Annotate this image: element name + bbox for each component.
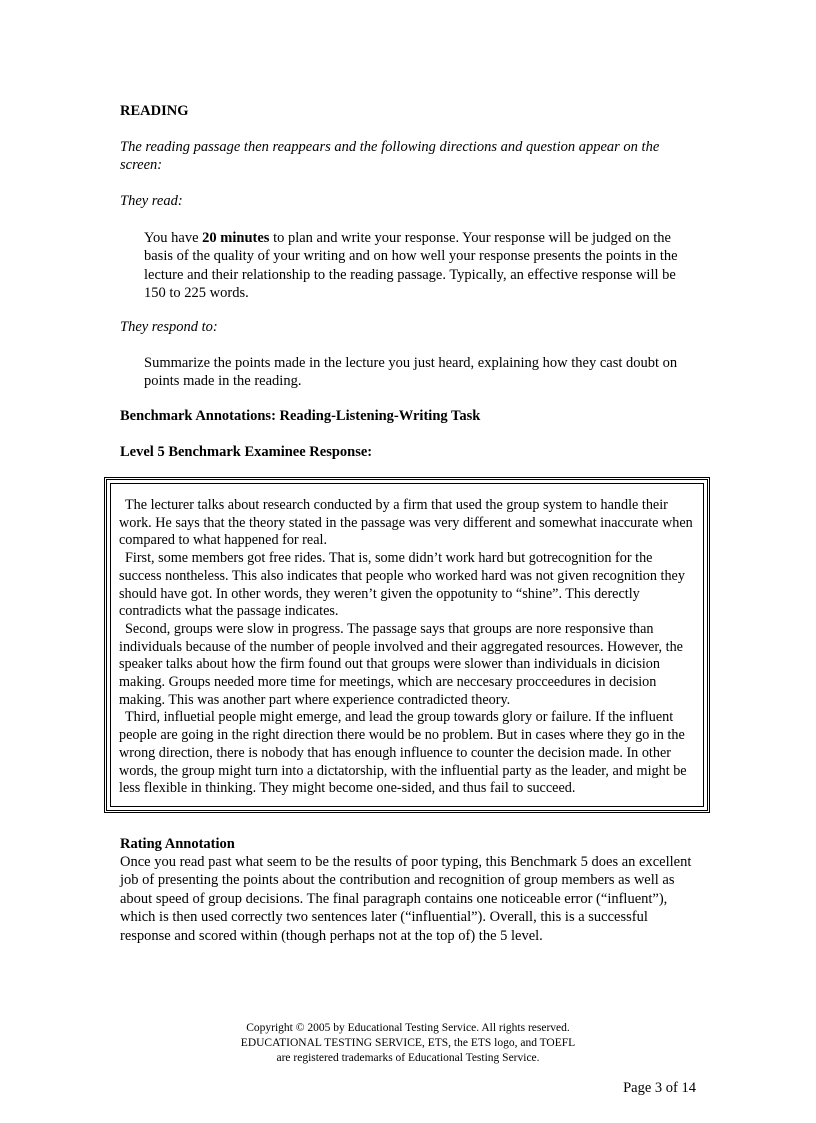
page-number: Page 3 of 14 [623,1080,696,1096]
level-title: Level 5 Benchmark Examinee Response: [120,444,373,460]
directions-before-bold: You have [144,230,203,246]
they-respond-label: They respond to: [120,319,218,335]
footer-line-1: Copyright © 2005 by Educational Testing Service. All rights reserved. [246,1022,570,1034]
examinee-response-box [104,477,710,813]
intro-text: The reading passage then reappears and the following directions and question appear on the screen: [120,139,660,173]
section-heading: READING [120,103,189,119]
directions-after-bold: to plan and write your response. Your response will be judged on the basis of the quality of your writing and on how well your response presents the points in the lecture and their relationship to the reading passage. Typically, an effective response will be 150 to 225 words. [144,230,678,302]
response-paragraph-4: Third, influetial people might emerge, and lead the group towards glory or failure. If the influent people are going in the right direction there would be no problem. But in cases where they go in the wrong direction, there is nobody that has enough influence to counter the decision made. In other words, the group might turn into a dictatorship, with the influential party as the leader, and might be less flexible in thinking. They might become one-sided, and thus fail to succeed. [119,709,687,797]
response-paragraph-3: Second, groups were slow in progress. The passage says that groups are nore responsive than individuals because of the number of people involved and their aggregated resources. However, the speaker talks about how the firm found out that groups were slower than individuals in dicision making. Groups needed more time for meetings, which are neccesary procceedures in decision making. This was another part where experience contradicted theory. [119,620,683,708]
benchmark-title: Benchmark Annotations: Reading-Listening-Writing Task [120,408,481,424]
they-read-label: They read: [120,193,183,209]
footer-line-2: EDUCATIONAL TESTING SERVICE, ETS, the ETS logo, and TOEFL [240,1037,576,1049]
footer-line-3: are registered trademarks of Educational Testing Service. [276,1052,540,1064]
copyright-footer [200,1021,616,1066]
rating-title: Rating Annotation [120,836,235,852]
time-limit: 20 minutes [202,230,270,246]
rating-text: Once you read past what seem to be the results of poor typing, this Benchmark 5 does an excellent job of presenting the points about the contribution and recognition of group members as well as about speed of group decisions. The final paragraph contains one noticeable error (“influent”), which is then used correctly two sentences later (“influential”). Overall, this is a successful response and scored within (though perhaps not at the top of) the 5 level. [120,854,692,944]
directions-text [144,229,684,303]
question-text: Summarize the points made in the lecture you just heard, explaining how they cast doubt on points made in the reading. [144,355,678,390]
response-paragraph-2: First, some members got free rides. That is, some didn’t work hard but gotrecognition for the success nontheless. This also indicates that people who worked hard was not given recognition they should have got. In other words, they weren’t given the oppotunity to “shine”. This derectly contradicts what the passage indicates. [119,550,685,620]
examinee-response [110,483,704,807]
response-paragraph-1: The lecturer talks about research conducted by a firm that used the group system to handle their work. He says that the theory stated in the passage was very different and somewhat inaccurate when compared to what happened for real. [119,497,693,549]
